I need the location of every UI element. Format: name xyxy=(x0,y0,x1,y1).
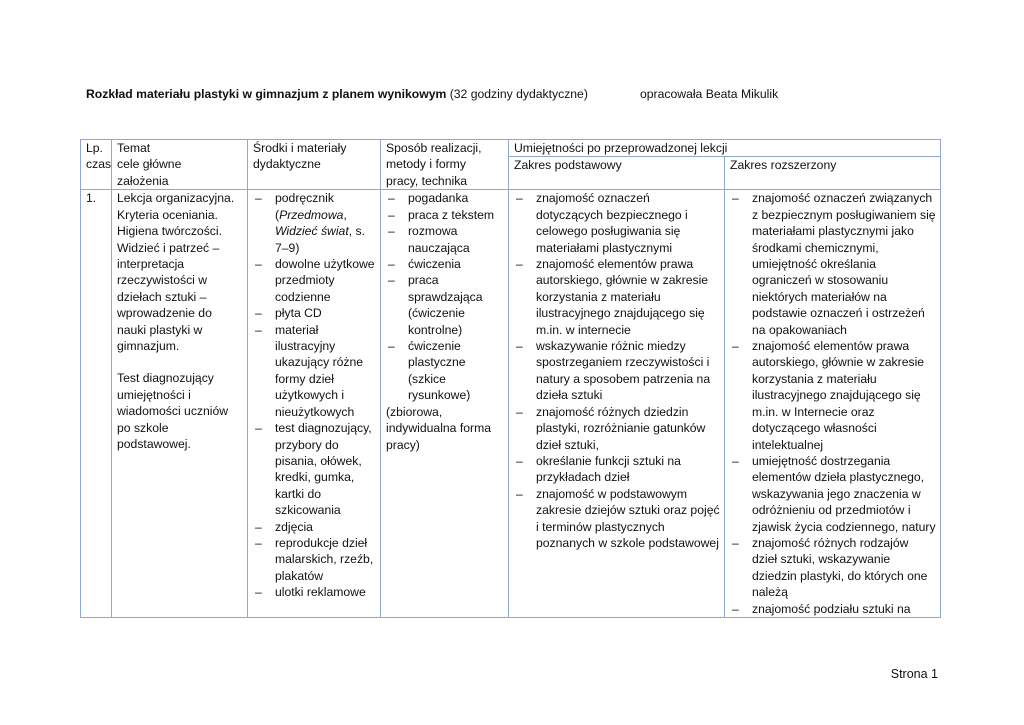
row1-lp: 1. xyxy=(81,190,112,618)
list-item: – praca sprawdzająca (ćwiczenie kontrolne) xyxy=(386,272,504,338)
list-item: – znajomość podziału sztuki na xyxy=(730,601,936,617)
list-item: – test diagnozujący, przybory do pisania, ołówek, kredki, gumka, kartki do szkicowania xyxy=(253,420,376,518)
list-item: – podręcznik (Przedmowa, Widzieć świat, s. 7–9) xyxy=(253,190,376,256)
header-sposob-line: metody i formy xyxy=(386,157,466,172)
header-sposob xyxy=(381,140,509,190)
list-item: – dowolne użytkowe przedmioty codzienne xyxy=(253,256,376,305)
list-item: – znajomość różnych rodzajów dzieł sztuki, wskazywanie dziedzin plastyki, do których one należą xyxy=(730,535,936,601)
list-item: – ćwiczenia xyxy=(386,256,504,272)
podstawowy-list xyxy=(514,190,720,551)
header-temat xyxy=(112,140,248,190)
list-item: – znajomość elementów prawa autorskiego, głównie w zakresie korzystania z materiału ilustracyjnego znajdującego się m.in. w Internecie oraz dotyczącego własności intelektualnej xyxy=(730,338,936,453)
sposob-note: (zbiorowa, indywidualna forma pracy) xyxy=(386,404,492,452)
list-item: – ćwiczenie plastyczne (szkice rysunkowe) xyxy=(386,338,504,404)
row1-srodki xyxy=(248,190,381,618)
row1-podstawowy xyxy=(509,190,725,618)
title-hours: (32 godziny dydaktyczne) xyxy=(446,87,588,101)
list-item: – płyta CD xyxy=(253,305,376,321)
list-item: – zdjęcia xyxy=(253,519,376,535)
curriculum-table xyxy=(80,139,941,618)
list-item: – znajomość oznaczeń związanych z bezpiecznym posługiwaniem się materiałami plastycznymi jako środkami chemicznymi, umiejętność określania ograniczeń w stosowaniu niektórych materiałów na podstawie oznaczeń i ostrzeżeń na opakowaniach xyxy=(730,190,936,338)
list-item: – materiał ilustracyjny ukazujący różne formy dzieł użytkowych i nieużytkowych xyxy=(253,322,376,420)
header-srodki-line: Środki i materiały xyxy=(253,141,347,155)
list-item: – określanie funkcji sztuki na przykładach dzieł xyxy=(514,453,720,486)
page-number: Strona 1 xyxy=(890,667,938,681)
list-item: – wskazywanie różnic miedzy spostrzeganiem rzeczywistości i natury a sposobem patrzenia na dzieła sztuki xyxy=(514,338,720,404)
header-temat-line: założenia xyxy=(117,173,169,188)
header-temat-line: cele główne xyxy=(117,157,182,172)
list-item: – praca z tekstem xyxy=(386,207,504,223)
row1-rozszerzony xyxy=(725,190,941,618)
header-lp xyxy=(81,140,112,190)
header-srodki-line: dydaktyczne xyxy=(253,157,321,172)
header-sposob-line: pracy, technika xyxy=(386,173,468,188)
rozszerzony-list xyxy=(730,190,936,617)
list-item: – ulotki reklamowe xyxy=(253,584,376,600)
list-item: – znajomość oznaczeń dotyczących bezpiecznego i celowego posługiwania się materiałami plastycznymi xyxy=(514,190,720,256)
author-credit: opracowała Beata Mikulik xyxy=(640,87,779,101)
title-bold: Rozkład materiału plastyki w gimnazjum z planem wynikowym xyxy=(86,87,447,101)
list-item: – umiejętność dostrzegania elementów dzieła plastycznego, wskazywania jego znaczenia w odróżnieniu od przedmiotów i zjawisk życia codziennego, natury xyxy=(730,453,936,535)
list-item: – reprodukcje dzieł malarskich, rzeźb, plakatów xyxy=(253,535,376,584)
srodki-list xyxy=(253,190,376,600)
list-item: – znajomość w podstawowym zakresie dziejów sztuki oraz pojęć i terminów plastycznych poznanych w szkole podstawowej xyxy=(514,486,720,552)
header-sposob-line: Sposób realizacji, xyxy=(386,141,482,155)
row1-sposob xyxy=(381,190,509,618)
header-lp-line: czas xyxy=(86,157,112,172)
list-item: – rozmowa nauczająca xyxy=(386,223,504,256)
list-item: – znajomość elementów prawa autorskiego, głównie w zakresie korzystania z materiału ilustracyjnego znajdującego się m.in. w internecie xyxy=(514,256,720,338)
list-item: – znajomość różnych dziedzin plastyki, rozróżnianie gatunków dzieł sztuki, xyxy=(514,404,720,453)
header-temat-line: Temat xyxy=(117,141,151,155)
row1-temat xyxy=(112,190,248,618)
header-zakres-podstawowy: Zakres podstawowy xyxy=(509,157,725,190)
header-lp-line: Lp. xyxy=(86,141,103,155)
header-zakres-rozszerzony: Zakres rozszerzony xyxy=(725,157,941,190)
temat-paragraph: Test diagnozujący umiejętności i wiadomości uczniów po szkole podstawowej. xyxy=(117,371,229,452)
temat-paragraph: Lekcja organizacyjna. Kryteria oceniania. Higiena twórczości. Widzieć i patrzeć – interpretacja rzeczywistości w dziełach sztuki – wprowadzenie do nauki plastyki w gimnazjum. xyxy=(117,191,235,354)
header-srodki xyxy=(248,140,381,190)
sposob-list xyxy=(386,190,504,403)
list-item: – pogadanka xyxy=(386,190,504,206)
header-umiejetnosci: Umiejętności po przeprowadzonej lekcji xyxy=(509,140,941,157)
document-title xyxy=(86,87,588,101)
